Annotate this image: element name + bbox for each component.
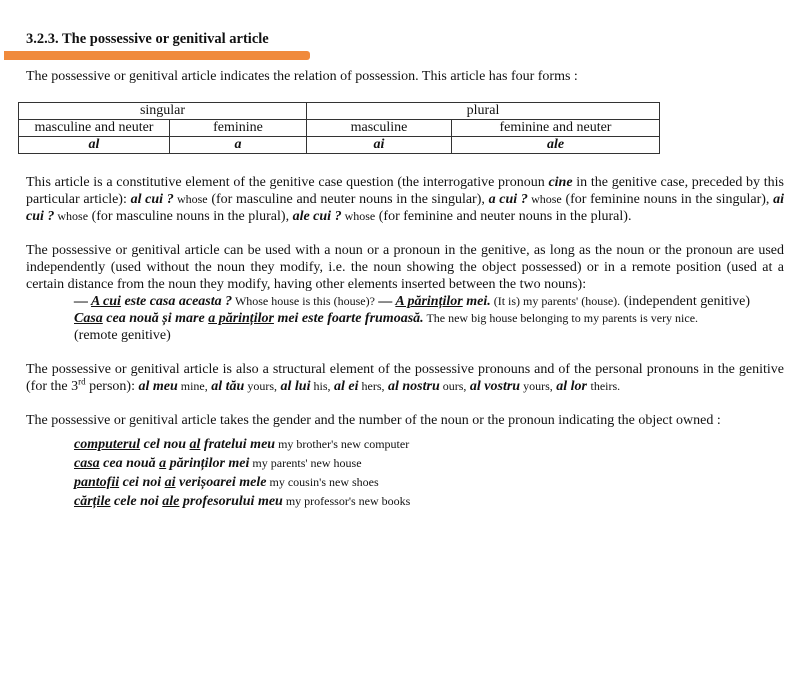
term-a-cui: a cui ? bbox=[488, 192, 528, 207]
intro-paragraph: The possessive or genitival article indicates the relation of possession. This article has four forms : bbox=[26, 69, 578, 84]
example-text: mei. bbox=[462, 294, 491, 309]
gloss: his, bbox=[310, 379, 331, 393]
gloss: yours, bbox=[244, 379, 278, 393]
text: in the genitive case, preceded by this particular article): bbox=[26, 175, 784, 207]
possessor: părinților mei bbox=[166, 456, 250, 471]
dash: — bbox=[74, 294, 91, 309]
text: This article is a constitutive element of the genitive case question (the interrogative pronoun bbox=[26, 175, 549, 190]
genitival-article: a bbox=[159, 456, 167, 471]
group-plural: plural bbox=[307, 103, 660, 120]
term-ai-cui: ai cui ? bbox=[26, 192, 784, 224]
underlined-term: a părinților bbox=[208, 311, 274, 326]
group-singular: singular bbox=[19, 103, 307, 120]
list-item bbox=[74, 435, 784, 454]
text: (for masculine nouns in the plural), bbox=[88, 209, 293, 224]
owned-noun: casa bbox=[74, 456, 100, 471]
text: (for feminine and neuter nouns in the plural). bbox=[375, 209, 632, 224]
example-text: mei este foarte frumoasă. bbox=[273, 311, 424, 326]
paragraph-genitive-question bbox=[26, 174, 784, 225]
list-item bbox=[74, 473, 784, 492]
pronoun: al tău bbox=[211, 379, 245, 394]
gloss: hers, bbox=[358, 379, 385, 393]
document-page bbox=[26, 30, 784, 511]
table-forms-row bbox=[19, 137, 660, 154]
form-ai: ai bbox=[307, 137, 452, 154]
possessor: profesorului meu bbox=[179, 494, 283, 509]
form-ale: ale bbox=[452, 137, 660, 154]
pronoun: al nostru bbox=[388, 379, 440, 394]
underlined-term: A părinților bbox=[395, 294, 463, 309]
translation: my parents' new house bbox=[249, 456, 362, 470]
gloss: whose bbox=[341, 209, 376, 223]
text: person): bbox=[85, 379, 139, 394]
term-ale-cui: ale cui ? bbox=[292, 209, 342, 224]
adjective: cele noi bbox=[110, 494, 163, 509]
col-masculine-neuter-singular: masculine and neuter bbox=[19, 120, 170, 137]
text: (for masculine and neuter nouns in the singular), bbox=[207, 192, 489, 207]
superscript: rd bbox=[78, 376, 86, 387]
owned-noun: pantofii bbox=[74, 475, 120, 490]
genitival-article: al bbox=[189, 437, 201, 452]
gloss: whose bbox=[527, 192, 562, 206]
pronoun: al lui bbox=[280, 379, 311, 394]
genitival-article: ale bbox=[162, 494, 180, 509]
pronoun: al ei bbox=[334, 379, 359, 394]
col-feminine-neuter-plural: feminine and neuter bbox=[452, 120, 660, 137]
translation: my professor's new books bbox=[282, 494, 411, 508]
possessor: fratelui meu bbox=[200, 437, 276, 452]
term-cine: cine bbox=[548, 175, 573, 190]
table-header-row bbox=[19, 120, 660, 137]
underlined-term: A cui bbox=[90, 294, 121, 309]
agreement-examples bbox=[74, 435, 784, 511]
translation: Whose house is this (house)? bbox=[232, 294, 375, 308]
form-al: al bbox=[19, 137, 170, 154]
gloss: yours, bbox=[520, 379, 553, 393]
example-text: este casa aceasta ? bbox=[120, 294, 233, 309]
gloss: mine, bbox=[177, 379, 208, 393]
example-note: (remote genitive) bbox=[74, 328, 171, 343]
col-masculine-plural: masculine bbox=[307, 120, 452, 137]
list-item bbox=[74, 454, 784, 473]
text: (for feminine nouns in the singular), bbox=[561, 192, 774, 207]
pronoun: al lor bbox=[556, 379, 588, 394]
term-al-cui: al cui ? bbox=[130, 192, 174, 207]
paragraph-agreement: The possessive or genitival article takes the gender and the number of the noun or the pronoun indicating the object owned : bbox=[26, 413, 721, 428]
form-a: a bbox=[170, 137, 307, 154]
paragraph-usage: The possessive or genitival article can be used with a noun or a pronoun in the genitive, as long as the noun or the pronoun are used independently (used without the noun they modify, i.e. the noun showing the object possessed) or in a remote position (used at a certain distance from the noun they modify, having other elements inserted between the two nouns): bbox=[26, 243, 784, 292]
possessor: verișoarei mele bbox=[175, 475, 267, 490]
gloss: ours, bbox=[439, 379, 467, 393]
adjective: cea nouă bbox=[99, 456, 160, 471]
gloss: whose bbox=[173, 192, 208, 206]
adjective: cei noi bbox=[119, 475, 165, 490]
article-forms-table bbox=[18, 102, 660, 154]
translation: my brother's new computer bbox=[275, 437, 410, 451]
section-heading: 3.2.3. The possessive or genitival article bbox=[26, 31, 269, 47]
translation: (It is) my parents' (house). bbox=[490, 294, 621, 308]
underlined-term: Casa bbox=[74, 311, 103, 326]
pronoun: al vostru bbox=[469, 379, 521, 394]
paragraph-structural-element bbox=[26, 361, 784, 395]
owned-noun: cărțile bbox=[74, 494, 111, 509]
genitival-article: ai bbox=[164, 475, 176, 490]
text: The possessive or genitival article is also a structural element of the possessive pronouns and of the personal pronouns in the genitive (for the 3 bbox=[26, 362, 784, 394]
gloss: theirs. bbox=[590, 379, 621, 393]
example-independent-genitive bbox=[74, 293, 784, 310]
dash: — bbox=[374, 294, 396, 309]
gloss: whose bbox=[54, 209, 89, 223]
list-item bbox=[74, 492, 784, 511]
example-text: cea nouă și mare bbox=[102, 311, 209, 326]
table-group-row bbox=[19, 103, 660, 120]
example-remote-genitive bbox=[74, 310, 784, 344]
translation: my cousin's new shoes bbox=[266, 475, 379, 489]
adjective: cel nou bbox=[140, 437, 190, 452]
owned-noun: computerul bbox=[74, 437, 141, 452]
translation: The new big house belonging to my parents is very nice. bbox=[423, 311, 699, 325]
example-note: (independent genitive) bbox=[620, 294, 751, 309]
pronoun: al meu bbox=[138, 379, 178, 394]
col-feminine-singular: feminine bbox=[170, 120, 307, 137]
